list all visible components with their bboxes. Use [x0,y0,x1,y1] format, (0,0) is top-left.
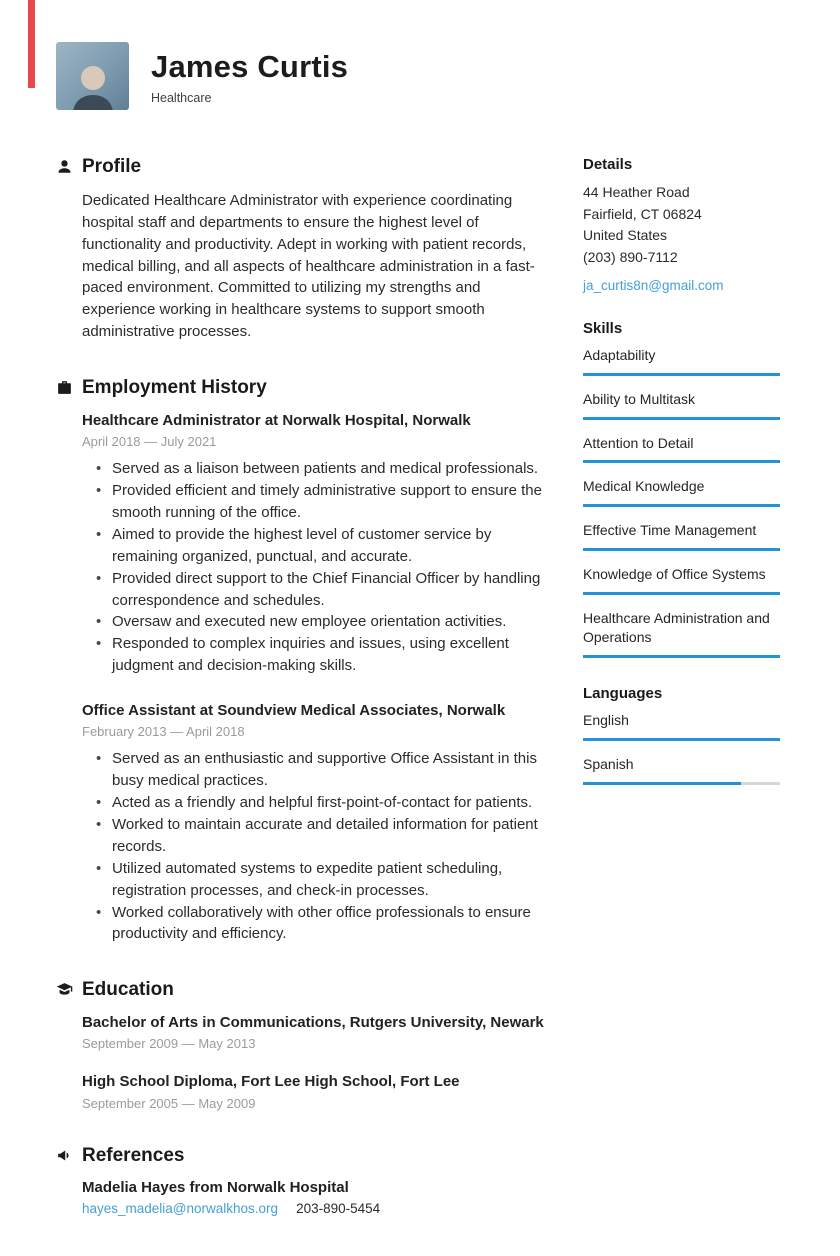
job-title: Office Assistant at Soundview Medical Associates, Norwalk [82,702,506,720]
language-bar-track [583,782,780,785]
megaphone-icon [56,1147,73,1164]
skill-bar-fill [583,592,780,595]
language-label: English [583,711,629,728]
education-title: High School Diploma, Fort Lee High School, Fort Lee [82,1073,460,1091]
job-entry [82,701,547,945]
skill-bar-fill [583,460,780,463]
candidate-name: James Curtis [151,49,349,84]
job-title: Healthcare Administrator at Norwalk Hospital, Norwalk [82,411,471,429]
profile-photo [56,42,129,110]
address-line: United States [583,227,668,244]
skill-label: Knowledge of Office Systems [583,566,766,583]
job-bullet: • Aimed to provide the highest level of customer service by remaining organized, punctual, and accurate. [96,524,547,568]
languages-section [583,685,780,785]
reference-phone: 203-890-5454 [296,1200,381,1216]
address-line: Fairfield, CT 06824 [583,205,702,222]
phone-number: (203) 890-7112 [583,249,678,266]
language-bar-fill [583,738,780,741]
job-entry [82,411,547,677]
skill-bar-track [583,592,780,595]
skill-bar-fill [583,373,780,376]
language-item [583,711,780,741]
skill-bar-fill [583,417,780,420]
accent-bar [28,0,35,88]
education-dates: September 2005 — May 2009 [82,1095,256,1111]
language-label: Spanish [583,755,634,772]
skill-bar-track [583,504,780,507]
skill-label: Attention to Detail [583,434,694,451]
job-bullet: • Served as an enthusiastic and supportive Office Assistant in this busy medical practices. [96,748,547,792]
skill-bar-track [583,417,780,420]
employment-section [56,377,547,945]
person-silhouette-icon [63,56,123,110]
email-row [583,278,780,293]
skills-heading: Skills [583,319,623,337]
skill-item [583,609,780,658]
skill-label: Medical Knowledge [583,478,705,495]
sidebar [583,156,780,1216]
skill-label: Healthcare Administration and Operations [583,610,770,645]
email-link[interactable]: ja_curtis8n@gmail.com [583,277,724,293]
skill-bar-track [583,655,780,658]
education-entry [82,1072,547,1110]
profile-section [56,156,547,343]
person-icon [56,158,73,175]
job-bullet: • Utilized automated systems to expedite patient scheduling, registration processes, and check-in processes. [96,858,547,902]
profile-text: Dedicated Healthcare Administrator with experience coordinating hospital staff and departments to ensure the highest level of functionality and productivity. Adept in working with patient records, medical billing, and all aspects of healthcare administration in a fast-paced environment. Committed to utilizing my strengths and experience working in healthcare systems to support smooth administrative processes. [82,191,535,341]
details-heading: Details [583,156,633,173]
education-dates: September 2009 — May 2013 [82,1036,256,1052]
skill-item [583,477,780,507]
references-section [56,1145,547,1216]
skill-bar-fill [583,655,780,658]
skills-section [583,320,780,658]
language-item [583,755,780,785]
header-text [151,42,348,105]
skill-item [583,390,780,420]
job-dates: February 2013 — April 2018 [82,724,245,740]
skill-label: Adaptability [583,346,656,363]
references-heading: References [82,1144,185,1166]
skill-item [583,434,780,464]
education-heading: Education [82,979,174,1001]
job-bullet: • Acted as a friendly and helpful first-point-of-contact for patients. [96,792,547,814]
skill-item [583,346,780,376]
skill-bar-track [583,460,780,463]
reference-name: Madelia Hayes from Norwalk Hospital [82,1178,349,1196]
education-section [56,979,547,1110]
details-section [583,156,780,293]
skill-label: Effective Time Management [583,522,757,539]
job-bullet: • Oversaw and executed new employee orientation activities. [96,611,547,633]
main-column [56,156,547,1216]
education-entry [82,1013,547,1051]
briefcase-icon [56,379,73,396]
skill-bar-fill [583,504,780,507]
language-bar-track [583,738,780,741]
job-bullet: • Provided efficient and timely administrative support to ensure the smooth running of the office. [96,480,547,524]
graduation-cap-icon [56,981,73,998]
job-dates: April 2018 — July 2021 [82,434,217,450]
education-title: Bachelor of Arts in Communications, Rutgers University, Newark [82,1014,544,1032]
content-columns [56,156,780,1216]
reference-email-link[interactable]: hayes_madelia@norwalkhos.org [82,1200,279,1216]
profile-heading: Profile [82,156,142,177]
job-bullet-list [96,748,547,945]
address-line: 44 Heather Road [583,184,690,200]
job-bullet-list [96,458,547,677]
employment-heading: Employment History [82,377,267,399]
skill-bar-fill [583,548,780,551]
job-bullet: • Responded to complex inquiries and issues, using excellent judgment and decision-making skills. [96,633,547,677]
skill-bar-track [583,548,780,551]
reference-contact-row [82,1201,547,1216]
language-bar-fill [583,782,741,785]
job-bullet: • Served as a liaison between patients and medical professionals. [96,458,547,480]
languages-heading: Languages [583,684,663,702]
candidate-subtitle: Healthcare [151,91,212,106]
job-bullet: • Provided direct support to the Chief Financial Officer by handling correspondence and schedules. [96,568,547,612]
job-bullet: • Worked collaboratively with other office professionals to ensure productivity and efficiency. [96,902,547,946]
skill-item [583,565,780,595]
skill-item [583,521,780,551]
skill-label: Ability to Multitask [583,390,696,407]
job-bullet: • Worked to maintain accurate and detailed information for patient records. [96,814,547,858]
header [56,42,780,110]
skill-bar-track [583,373,780,376]
